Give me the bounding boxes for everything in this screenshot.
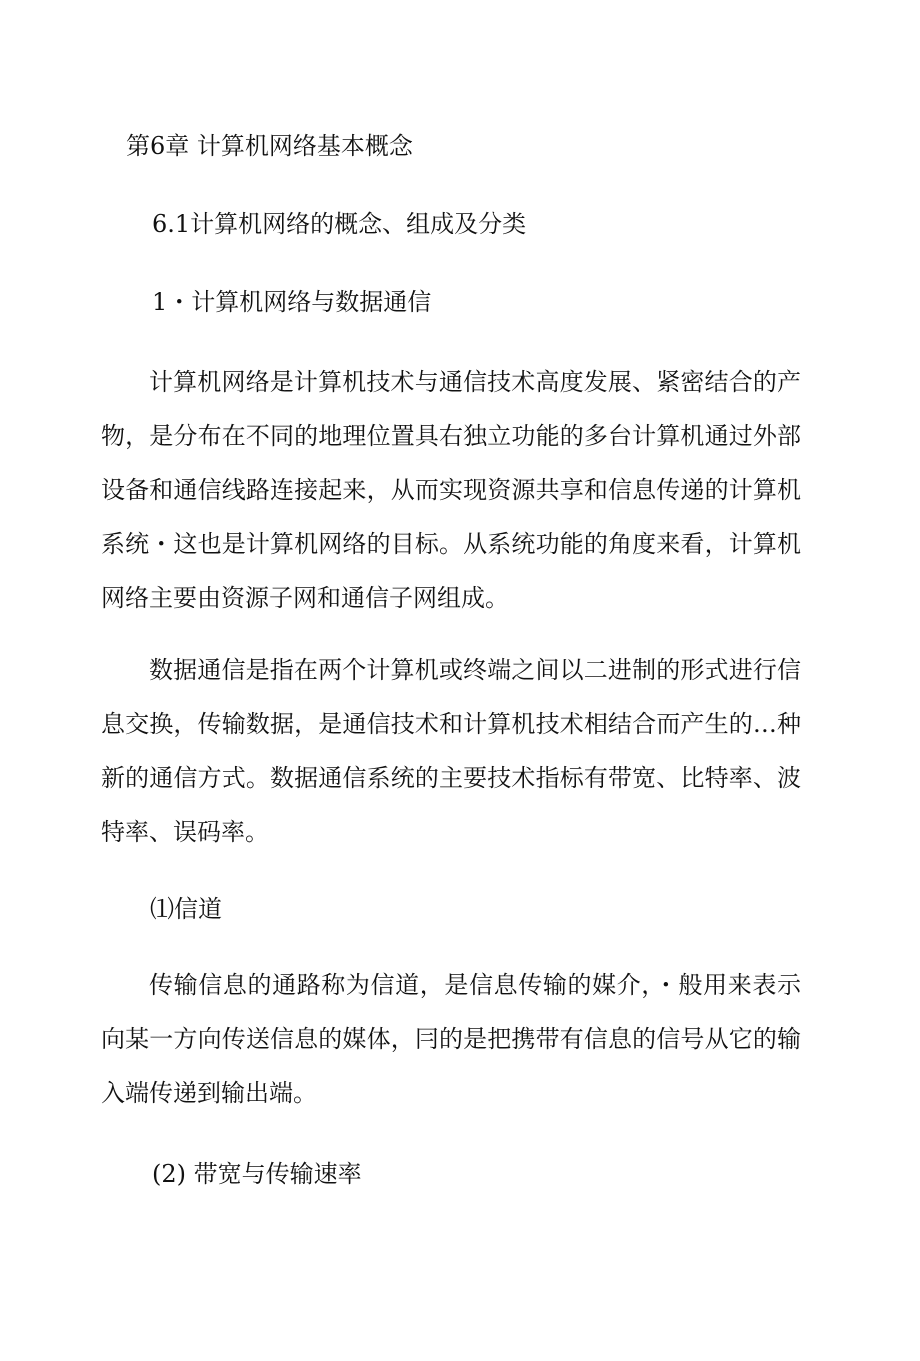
- item-bandwidth-heading: (2) 带宽与传输速率: [152, 1160, 362, 1188]
- section-title: 6.1计算机网络的概念、组成及分类: [152, 210, 527, 238]
- paragraph-data-communication: 数据通信是指在两个计算机或终端之间以二进制的形式进行信息交换，传输数据，是通信技术和计算机技术相结合而产生的…种新的通信方式。数据通信系统的主要技术指标有带宽、比特率、波特率、误码率。: [101, 656, 801, 846]
- chapter-title: 第6章 计算机网络基本概念: [126, 132, 413, 160]
- paragraph-channel-definition: 传输信息的通路称为信道，是信息传输的媒介，・般用来表示向某一方向传送信息的媒体，冃的是把携带有信息的信号从它的输入端传递到输出端。: [101, 971, 801, 1107]
- item-channel-heading: ⑴信道: [150, 895, 222, 923]
- subsection-title: 1・计算机网络与数据通信: [152, 288, 432, 316]
- paragraph-network-definition: 计算机网络是计算机技术与通信技术高度发展、紧密结合的产物，是分布在不同的地理位置具右独立功能的多台计算机通过外部设备和通信线路连接起来，从而实现资源共享和信息传递的计算机系统・这也是计算机网络的目标。从系统功能的角度来看，计算机网络主要由资源子网和通信子网组成。: [101, 368, 801, 612]
